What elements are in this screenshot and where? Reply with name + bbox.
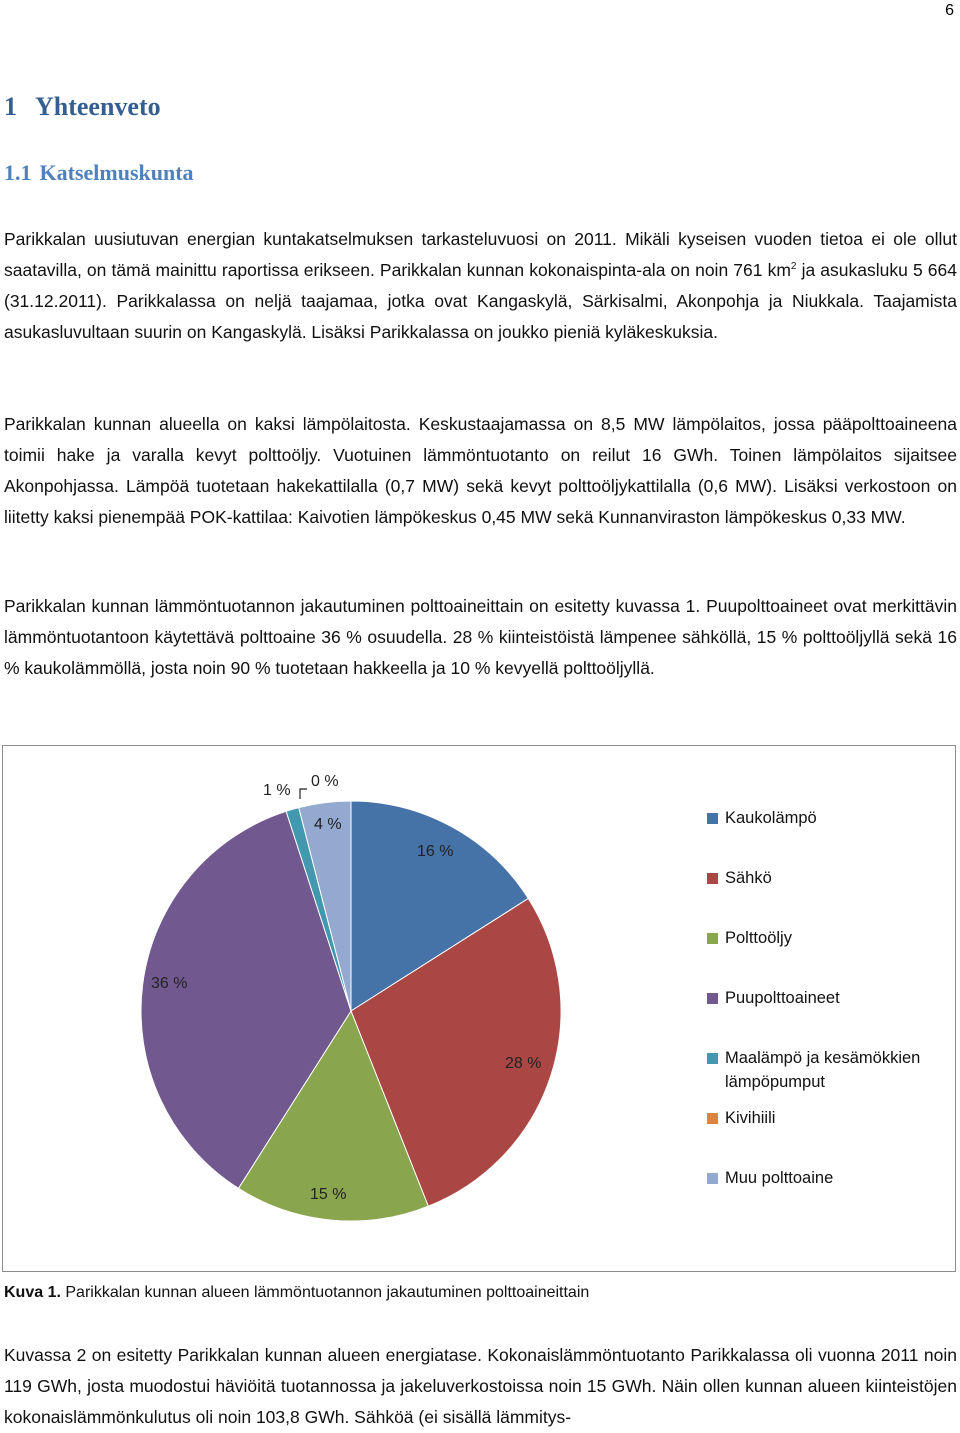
legend-swatch-2 xyxy=(707,873,718,884)
page-number: 6 xyxy=(945,2,954,19)
slice-label-6: 0 % xyxy=(311,773,339,790)
slice-label-4: 36 % xyxy=(151,975,188,992)
legend-label-4: Puupolttoaineet xyxy=(725,989,840,1007)
legend-label-2: Sähkö xyxy=(725,869,772,887)
legend-label-5: Maalämpö ja kesämökkien lämpöpumput xyxy=(725,1049,921,1091)
heading-2-text: Katselmuskunta xyxy=(39,160,194,185)
legend-swatch-1 xyxy=(707,813,718,824)
heading-1 xyxy=(4,92,161,122)
superscript-2: 2 xyxy=(790,261,797,273)
legend-swatch-3 xyxy=(707,933,718,944)
legend-swatch-4 xyxy=(707,993,718,1004)
paragraph-intro-part-b: ja asukasluku 5 664 (31.12.2011). Parikkalassa on neljä taajamaa, jotka ovat Kangaskylä, Särkisalmi, Akonpohja ja Niukkala. Taajamista asukasluvultaan suurin on Kangaskylä. Lisäksi Parikkalassa on joukko pieniä kyläkeskuksia. xyxy=(4,260,957,342)
slice-label-1: 16 % xyxy=(417,843,454,860)
legend-label-1: Kaukolämpö xyxy=(725,809,817,827)
legend-label-6: Kivihiili xyxy=(725,1109,776,1127)
pie-chart-frame xyxy=(2,745,956,1272)
slice-label-5: 1 % xyxy=(263,782,291,799)
paragraph-energy-balance: Kuvassa 2 on esitetty Parikkalan kunnan alueen energiatase. Kokonaislämmöntuotanto Parikkalassa oli vuonna 2011 noin 119 GWh, josta muodostui häviöitä tuotannossa ja jakeluverkostoissa noin 15 GWh. Näin ollen kunnan alueen kiinteistöjen kokonaislämmönkulutus oli noin 103,8 GWh. Sähköä (ei sisällä lämmitys- xyxy=(4,1345,957,1427)
figure-caption xyxy=(4,1284,589,1302)
paragraph-heating-plants: Parikkalan kunnan alueella on kaksi lämpölaitosta. Keskustaajamassa on 8,5 MW lämpölaitos, jossa pääpolttoaineena toimii hake ja varalla kevyt polttoöljy. Vuotuinen lämmöntuotanto on reilut 16 GWh. Toinen lämpölaitos sijaitsee Akonpohjassa. Lämpöä tuotetaan hakekattilalla (0,7 MW) sekä kevyt polttoöljykattilalla (0,6 MW). Lisäksi verkostoon on liitetty kaksi pienempää POK-kattilaa: Kaivotien lämpökeskus 0,45 MW sekä Kunnanviraston lämpökeskus 0,33 MW. xyxy=(4,414,957,527)
heading-1-number: 1 xyxy=(4,92,17,121)
caption-text: Parikkalan kunnan alueen lämmöntuotannon jakautuminen polttoaineittain xyxy=(60,1284,590,1301)
slice-label-7: 4 % xyxy=(314,816,342,833)
label-leader-line xyxy=(300,789,307,799)
slice-label-2: 28 % xyxy=(505,1055,542,1072)
legend-label-7: Muu polttoaine xyxy=(725,1169,834,1187)
heading-2 xyxy=(4,160,194,186)
paragraph-intro xyxy=(4,224,957,348)
paragraph-intro-part-a: Parikkalan uusiutuvan energian kuntakatselmuksen tarkasteluvuosi on 2011. Mikäli kyseisen vuoden tietoa ei ole ollut saatavilla, on tämä mainittu raportissa erikseen. Parikkalan kunnan kokonaispinta-ala on noin 761 km xyxy=(4,229,957,280)
legend-swatch-5 xyxy=(707,1053,718,1064)
heading-2-number: 1.1 xyxy=(4,160,32,185)
legend-swatch-7 xyxy=(707,1173,718,1184)
paragraph-heat-distribution: Parikkalan kunnan lämmöntuotannon jakautuminen polttoaineittain on esitetty kuvassa 1. Puupolttoaineet ovat merkittävin lämmöntuotantoon käytettävä polttoaine 36 % osuudella. 28 % kiinteistöistä lämpenee sähköllä, 15 % polttoöljyllä sekä 16 % kaukolämmöllä, josta noin 90 % tuotetaan hakkeella ja 10 % kevyellä polttoöljyllä. xyxy=(4,596,957,678)
legend-swatch-6 xyxy=(707,1113,718,1124)
caption-label: Kuva 1. xyxy=(4,1284,61,1301)
slice-label-3: 15 % xyxy=(310,1186,347,1203)
heading-1-text: Yhteenveto xyxy=(35,92,161,121)
legend-label-3: Polttoöljy xyxy=(725,929,792,947)
